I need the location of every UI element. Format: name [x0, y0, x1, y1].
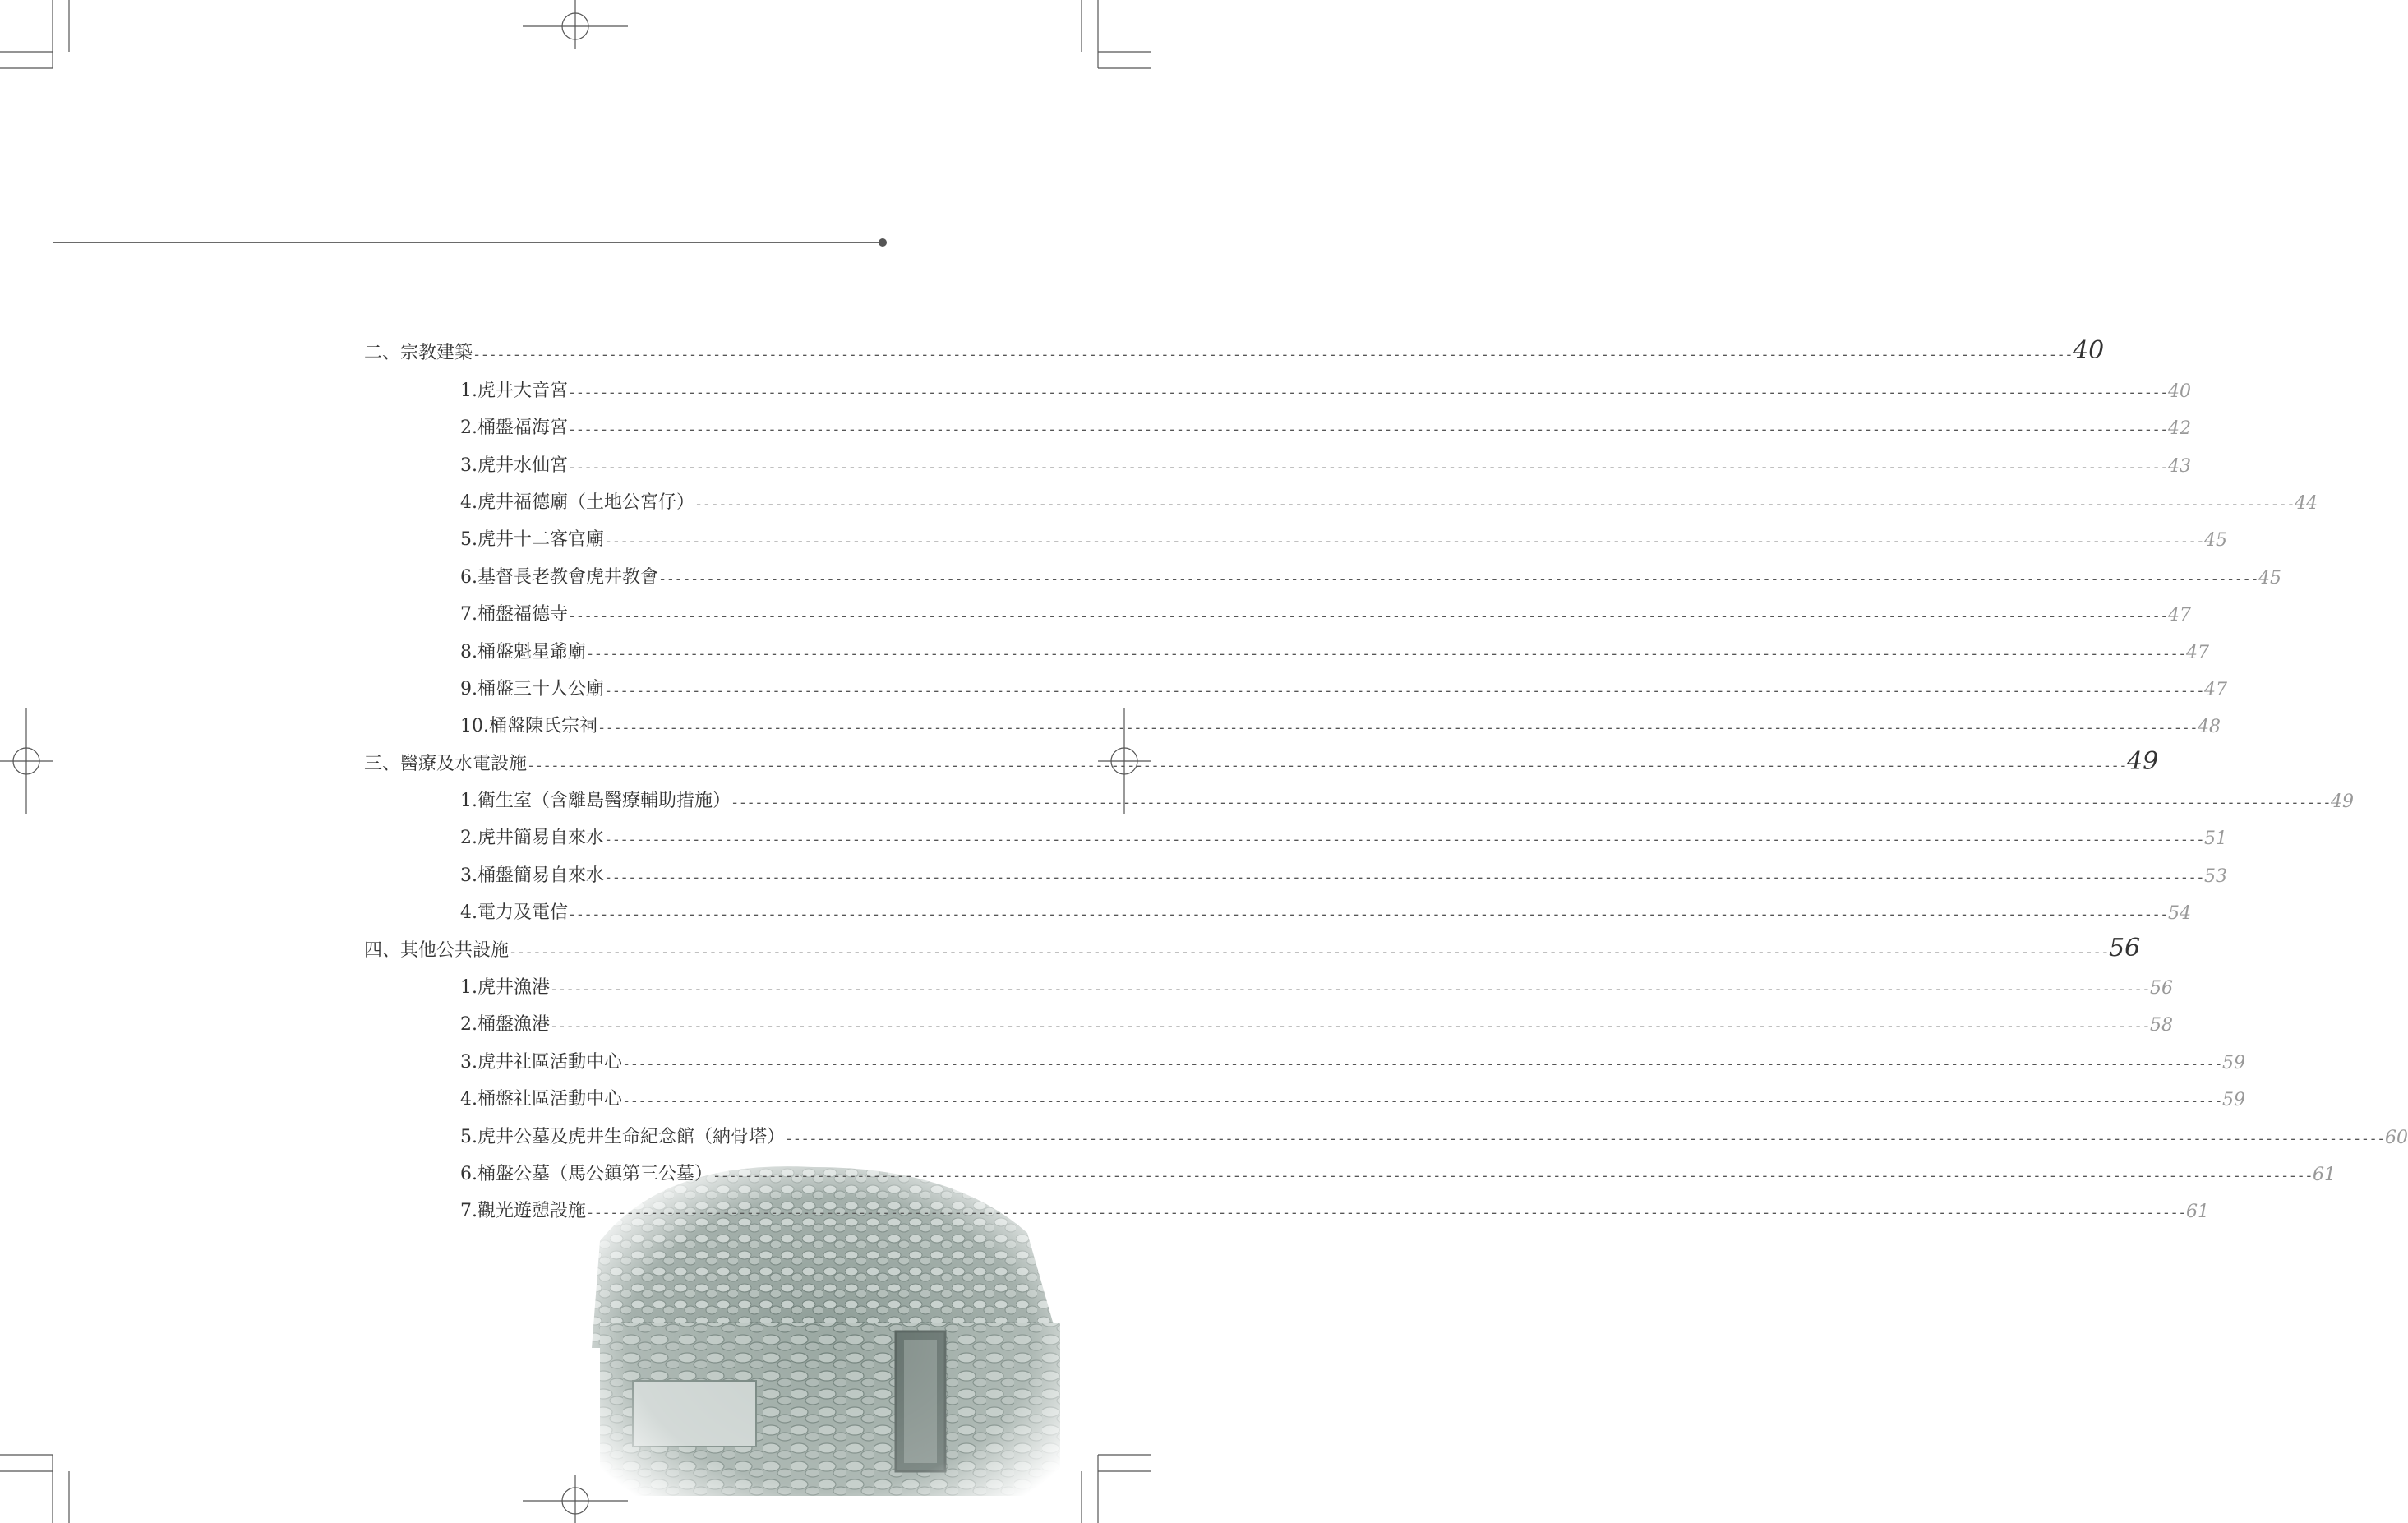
dot-leader: --------------------------------------------------------------------------------------------------------------------------------------------------------------------------------------------------------	[568, 422, 2168, 439]
dot-leader: --------------------------------------------------------------------------------------------------------------------------------------------------------------------------------------------------------	[604, 682, 2204, 699]
toc-entry	[364, 517, 2227, 554]
toc-section-heading	[364, 927, 2141, 964]
toc-entry	[364, 405, 2191, 442]
toc-section-heading-page-number: 49	[2127, 746, 2159, 776]
dot-leader: --------------------------------------------------------------------------------------------------------------------------------------------------------------------------------------------------------	[568, 907, 2168, 924]
toc-entry-page-number: 59	[2221, 1052, 2245, 1073]
toc-entry-label: 3.桶盤簡易自來水	[460, 865, 604, 886]
dot-leader: --------------------------------------------------------------------------------------------------------------------------------------------------------------------------------------------------------	[604, 832, 2204, 849]
toc-entry-page-number: 42	[2167, 418, 2191, 440]
toc-entry	[364, 1002, 2173, 1039]
toc-entry	[364, 667, 2227, 704]
toc-entry	[364, 367, 2191, 404]
toc-entry-label: 4.桶盤社區活動中心	[460, 1089, 622, 1110]
toc-entry	[364, 852, 2227, 889]
toc-entry-page-number: 51	[2203, 828, 2227, 850]
dot-leader: --------------------------------------------------------------------------------------------------------------------------------------------------------------------------------------------------------	[731, 795, 2331, 812]
dot-leader: --------------------------------------------------------------------------------------------------------------------------------------------------------------------------------------------------------	[568, 459, 2168, 476]
toc-entry	[364, 480, 2318, 517]
toc-entry-label: 10.桶盤陳氏宗祠	[460, 716, 597, 737]
dot-leader: --------------------------------------------------------------------------------------------------------------------------------------------------------------------------------------------------------	[568, 384, 2168, 401]
toc-section-heading	[364, 741, 2159, 778]
dot-leader: --------------------------------------------------------------------------------------------------------------------------------------------------------------------------------------------------------	[568, 608, 2168, 625]
dot-leader: --------------------------------------------------------------------------------------------------------------------------------------------------------------------------------------------------------	[509, 944, 2109, 961]
toc-entry-label: 2.桶盤漁港	[460, 1014, 550, 1036]
dot-leader: --------------------------------------------------------------------------------------------------------------------------------------------------------------------------------------------------------	[622, 1093, 2222, 1110]
toc-entry	[364, 592, 2191, 629]
toc-entry-label: 5.虎井公墓及虎井生命紀念館（納骨塔）	[460, 1126, 785, 1147]
dot-leader: --------------------------------------------------------------------------------------------------------------------------------------------------------------------------------------------------------	[586, 1205, 2186, 1222]
toc-entry-page-number: 47	[2185, 642, 2209, 663]
toc-entry	[364, 1039, 2245, 1076]
toc-entry	[364, 1077, 2245, 1114]
toc-entry	[364, 704, 2221, 741]
toc-entry-label: 3.虎井社區活動中心	[460, 1051, 622, 1073]
dot-leader: --------------------------------------------------------------------------------------------------------------------------------------------------------------------------------------------------------	[527, 757, 2127, 774]
toc-entry-page-number: 60	[2384, 1127, 2408, 1148]
dot-leader: --------------------------------------------------------------------------------------------------------------------------------------------------------------------------------------------------------	[694, 496, 2295, 513]
toc-entry-page-number: 61	[2312, 1164, 2336, 1185]
toc-entry-label: 2.桶盤福海宮	[460, 418, 568, 439]
toc-entry-label: 6.桶盤公墓（馬公鎮第三公墓）	[460, 1163, 713, 1184]
toc-entry-label: 7.觀光遊憩設施	[460, 1201, 586, 1222]
dot-leader: --------------------------------------------------------------------------------------------------------------------------------------------------------------------------------------------------------	[550, 1018, 2150, 1036]
header-rule	[53, 242, 883, 243]
toc-entry-label: 3.虎井水仙宮	[460, 455, 568, 476]
toc-entry-page-number: 61	[2185, 1202, 2209, 1223]
toc-section-heading	[364, 330, 2105, 367]
toc-entry-label: 4.虎井福德廟（土地公宮仔）	[460, 492, 694, 513]
toc-section-heading-label: 二、宗教建築	[364, 343, 473, 364]
toc-entry	[364, 815, 2227, 852]
dot-leader: --------------------------------------------------------------------------------------------------------------------------------------------------------------------------------------------------------	[658, 570, 2258, 588]
toc-entry-page-number: 53	[2203, 865, 2227, 887]
toc-entry	[364, 1114, 2408, 1151]
toc-entry	[364, 1151, 2336, 1188]
dot-leader: --------------------------------------------------------------------------------------------------------------------------------------------------------------------------------------------------------	[785, 1130, 2385, 1147]
toc-entry-label: 4.電力及電信	[460, 902, 568, 924]
dot-leader: --------------------------------------------------------------------------------------------------------------------------------------------------------------------------------------------------------	[604, 533, 2204, 551]
toc-entry-page-number: 58	[2149, 1015, 2173, 1036]
dot-leader: --------------------------------------------------------------------------------------------------------------------------------------------------------------------------------------------------------	[713, 1167, 2313, 1184]
toc-entry-page-number: 45	[2258, 567, 2281, 588]
toc-entry-page-number: 59	[2221, 1090, 2245, 1111]
header-rule-dot	[879, 238, 887, 247]
toc-entry	[364, 554, 2281, 591]
toc-entry-page-number: 48	[2197, 717, 2221, 738]
toc-entry-page-number: 54	[2167, 903, 2191, 925]
toc-entry-page-number: 44	[2294, 492, 2318, 514]
toc-entry-page-number: 43	[2167, 455, 2191, 477]
toc-entry-label: 2.虎井簡易自來水	[460, 828, 604, 849]
dot-leader: --------------------------------------------------------------------------------------------------------------------------------------------------------------------------------------------------------	[550, 981, 2150, 999]
toc-entry	[364, 778, 2354, 815]
dot-leader: --------------------------------------------------------------------------------------------------------------------------------------------------------------------------------------------------------	[604, 869, 2204, 886]
toc-entry-label: 1.衛生室（含離島醫療輔助措施）	[460, 791, 731, 812]
toc-entry-label: 9.桶盤三十人公廟	[460, 678, 604, 699]
toc-section-heading-page-number: 56	[2109, 933, 2141, 962]
toc-section-heading-label: 三、醫療及水電設施	[364, 753, 528, 774]
toc-entry	[364, 965, 2173, 1002]
toc-entry	[364, 890, 2191, 927]
toc-entry-label: 1.虎井漁港	[460, 977, 550, 999]
toc-entry-label: 8.桶盤魁星爺廟	[460, 641, 586, 662]
toc-entry-page-number: 47	[2167, 605, 2191, 626]
toc-entry-page-number: 45	[2203, 530, 2227, 552]
table-of-contents	[364, 330, 2408, 1225]
toc-entry	[364, 1188, 2209, 1225]
toc-entry	[364, 629, 2209, 666]
toc-entry-page-number: 49	[2330, 791, 2354, 813]
toc-entry-page-number: 56	[2149, 978, 2173, 999]
toc-entry	[364, 442, 2191, 479]
dot-leader: --------------------------------------------------------------------------------------------------------------------------------------------------------------------------------------------------------	[473, 347, 2073, 364]
toc-entry-label: 5.虎井十二客官廟	[460, 529, 604, 551]
toc-entry-label: 6.基督長老教會虎井教會	[460, 566, 658, 588]
toc-entry-label: 1.虎井大音宮	[460, 380, 568, 401]
toc-entry-page-number: 47	[2203, 679, 2227, 700]
toc-entry-label: 7.桶盤福德寺	[460, 604, 568, 625]
toc-entry-page-number: 40	[2167, 381, 2191, 402]
toc-section-heading-label: 四、其他公共設施	[364, 939, 510, 961]
dot-leader: --------------------------------------------------------------------------------------------------------------------------------------------------------------------------------------------------------	[597, 720, 2198, 737]
dot-leader: --------------------------------------------------------------------------------------------------------------------------------------------------------------------------------------------------------	[622, 1055, 2222, 1073]
dot-leader: --------------------------------------------------------------------------------------------------------------------------------------------------------------------------------------------------------	[586, 645, 2186, 662]
toc-section-heading-page-number: 40	[2073, 336, 2105, 366]
